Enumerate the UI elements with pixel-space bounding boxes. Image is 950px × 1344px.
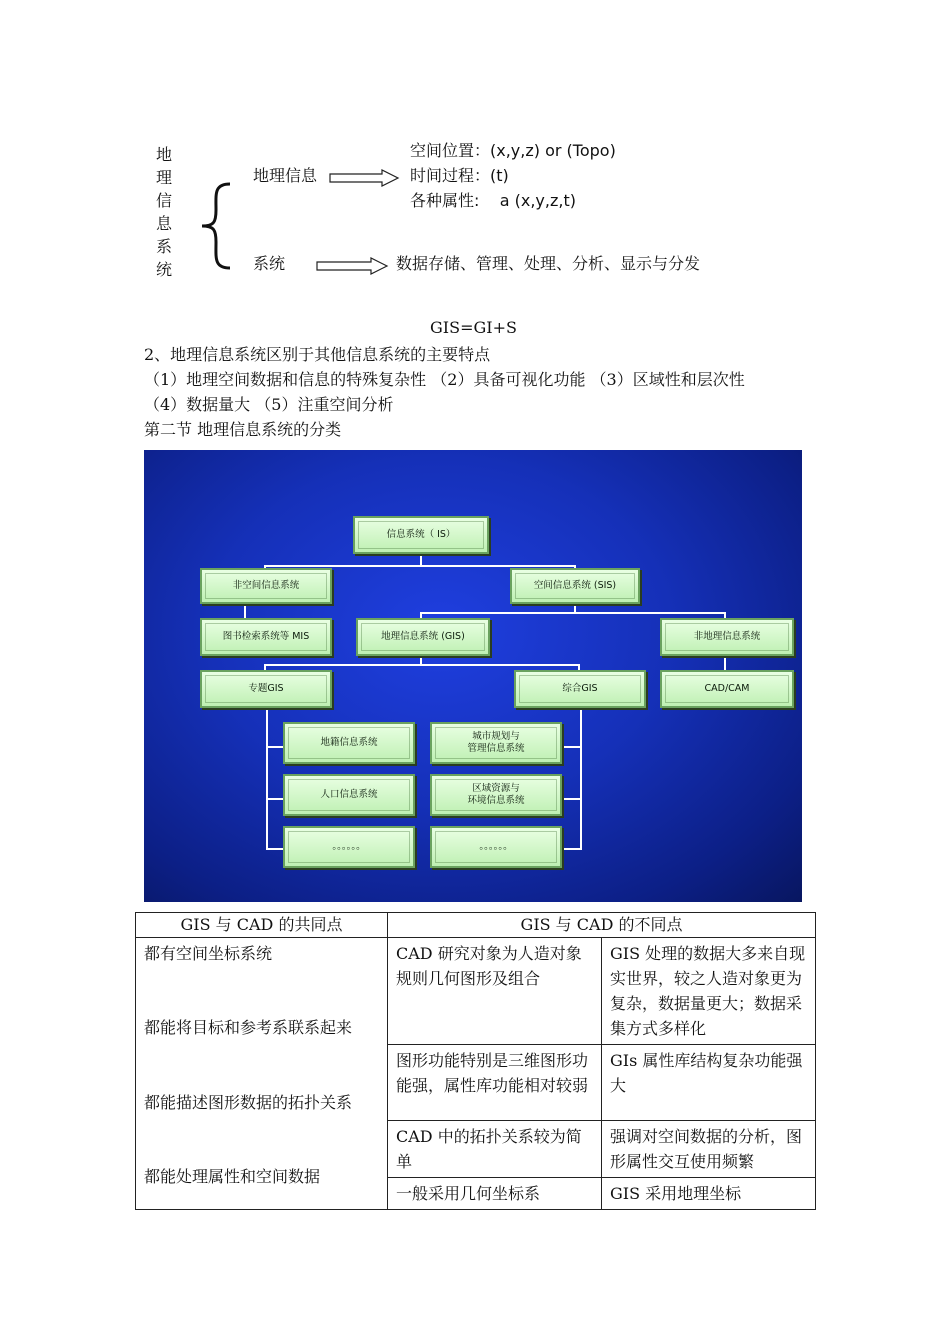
node-spatial: 空间信息系统 (SIS) (510, 568, 640, 604)
formula: GIS=GI+S (430, 318, 517, 337)
vertical-title-char: 统 (156, 260, 173, 279)
system-desc: 数据存储、管理、处理、分析、显示与分发 (396, 254, 701, 273)
node-cadastral: 地籍信息系统 (283, 722, 415, 764)
curly-brace-icon (196, 180, 236, 272)
node-more-right: 。。。。。。 (430, 826, 562, 868)
connector (420, 612, 726, 614)
header-difference: GIS 与 CAD 的不同点 (388, 913, 816, 938)
connector (562, 746, 582, 748)
vertical-title-char: 理 (156, 168, 173, 187)
classification-chart (144, 450, 802, 902)
common-point: 都能将目标和参考系联系起来 (144, 1018, 353, 1037)
gis-cad-comparison-table (135, 912, 816, 1210)
node-non-spatial: 非空间信息系统 (200, 568, 332, 604)
vertical-title-char: 地 (156, 145, 173, 164)
common-point: 都能处理属性和空间数据 (144, 1167, 321, 1186)
attr-spatial: 空间位置：(x,y,z) or (Topo) (410, 141, 616, 160)
system-label: 系统 (253, 254, 286, 273)
connector (266, 798, 284, 800)
cad-cell: CAD 研究对象为人造对象规则几何图形及组合 (388, 938, 602, 1045)
connector (264, 664, 580, 666)
node-urban-planning (430, 722, 562, 764)
gis-cell: GIS 处理的数据大多来自现实世界，较之人造对象更为复杂，数据量更大；数据采集方式多样化 (602, 938, 816, 1045)
features-line-1: （1）地理空间数据和信息的特殊复杂性 （2）具备可视化功能 （3）区域性和层次性 (144, 370, 745, 389)
connector (264, 565, 576, 567)
table-row (136, 938, 816, 1045)
cad-cell: CAD 中的拓扑关系较为简单 (388, 1121, 602, 1178)
attr-time: 时间过程：(t) (410, 166, 509, 185)
section-heading: 第二节 地理信息系统的分类 (144, 420, 342, 439)
header-common: GIS 与 CAD 的共同点 (136, 913, 388, 938)
node-mis: 图书检索系统等 MIS (200, 618, 332, 656)
node-non-geo: 非地理信息系统 (660, 618, 794, 656)
node-more-left: 。。。。。。 (283, 826, 415, 868)
common-point: 都有空间坐标系统 (144, 944, 273, 963)
connector (580, 708, 582, 850)
connector (562, 798, 582, 800)
connector (266, 708, 268, 848)
connector (562, 848, 582, 850)
gis-cell: GIs 属性库结构复杂功能强大 (602, 1045, 816, 1121)
connector (266, 746, 284, 748)
node-information-system: 信息系统（ IS） (353, 516, 489, 554)
attr-properties: 各种属性: a (x,y,z,t) (410, 191, 576, 210)
features-line-2: （4）数据量大 （5）注重空间分析 (144, 395, 394, 414)
node-cad-cam: CAD/CAM (660, 670, 794, 708)
table-header-row (136, 913, 816, 938)
node-gis: 地理信息系统 (GIS) (356, 618, 490, 656)
node-regional-line-1: 区域资源与 (472, 783, 520, 794)
node-urban-line-2: 管理信息系统 (467, 743, 525, 754)
node-population: 人口信息系统 (283, 774, 415, 816)
hollow-arrow-icon (328, 168, 400, 188)
section2-title: 2、地理信息系统区别于其他信息系统的主要特点 (144, 345, 491, 364)
gis-cell: GIS 采用地理坐标 (602, 1178, 816, 1210)
node-urban-line-1: 城市规划与 (472, 731, 520, 742)
gis-cell: 强调对空间数据的分析，图形属性交互使用频繁 (602, 1121, 816, 1178)
node-regional-resource (430, 774, 562, 816)
connector (244, 603, 246, 619)
hollow-arrow-icon (315, 256, 389, 276)
common-points-cell (136, 938, 388, 1210)
vertical-title-char: 信 (156, 191, 173, 210)
geo-info-label: 地理信息 (253, 166, 318, 185)
node-integrated-gis: 综合GIS (514, 670, 646, 708)
node-thematic-gis: 专题GIS (200, 670, 332, 708)
connector (266, 848, 284, 850)
vertical-title-char: 系 (156, 237, 173, 256)
node-regional-line-2: 环境信息系统 (467, 795, 525, 806)
cad-cell: 图形功能特别是三维图形功能强，属性库功能相对较弱 (388, 1045, 602, 1121)
common-point: 都能描述图形数据的拓扑关系 (144, 1093, 353, 1112)
vertical-title-char: 息 (156, 214, 173, 233)
cad-cell: 一般采用几何坐标系 (388, 1178, 602, 1210)
